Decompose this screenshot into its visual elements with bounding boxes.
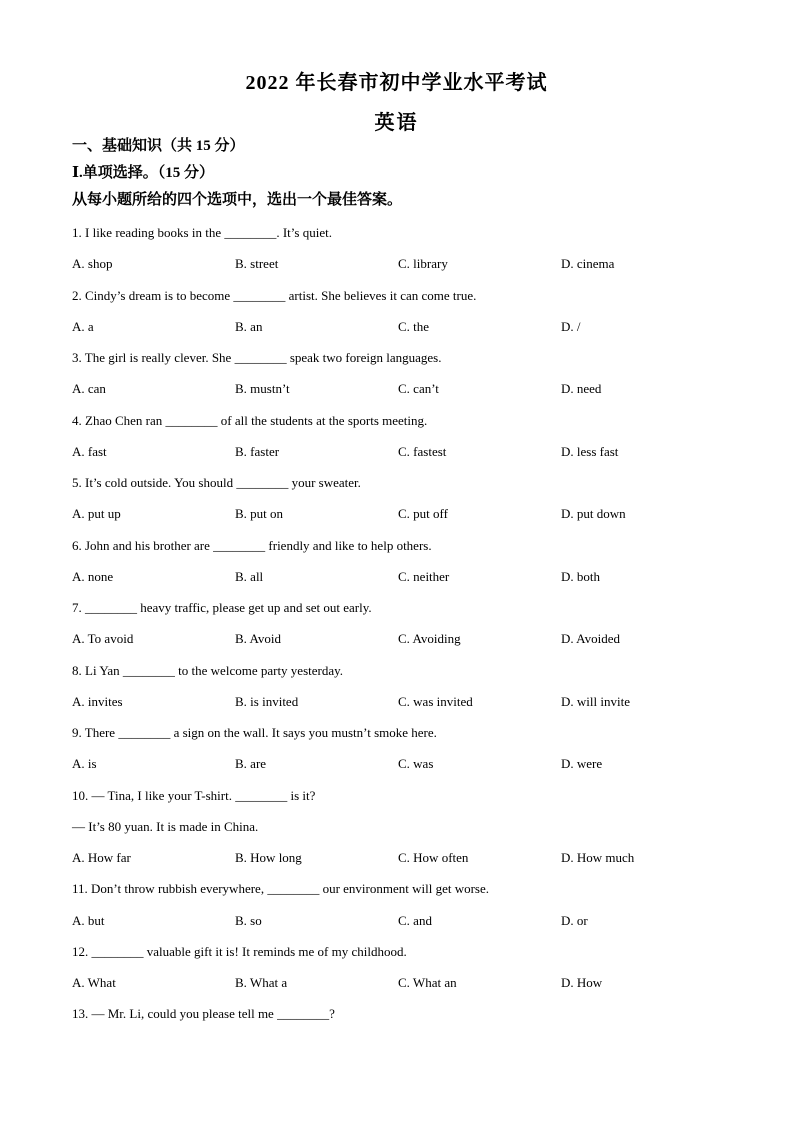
question-list <box>72 217 763 1030</box>
question-5-option-b: B. put on <box>235 506 284 522</box>
exam-title: 2022 年长春市初中学业水平考试 <box>245 72 548 94</box>
question-2-options <box>72 311 763 342</box>
question-9-text: 9. There ________ a sign on the wall. It says you mustn’t smoke here. <box>72 725 437 740</box>
question-8-option-c: C. was invited <box>398 693 473 709</box>
question-10-option-b: B. How long <box>235 850 302 865</box>
question-6-option-d: D. both <box>561 568 600 584</box>
question-8-option-d: D. will invite <box>561 693 630 709</box>
instruction-line: 从每小题所给的四个选项中，选出一个最佳答案。 <box>72 192 403 208</box>
question-4-option-c: C. fastest <box>398 443 447 459</box>
question-11-option-d: D. or <box>561 912 588 928</box>
question-7-options <box>72 623 763 654</box>
exam-subject: 英语 <box>374 112 419 134</box>
question-10-text: 10. — Tina, I like your T-shirt. ________ is it? <box>72 787 316 803</box>
question-2-text: 2. Cindy’s dream is to become ________ artist. She believes it can come true. <box>72 287 477 303</box>
question-9-option-c: C. was <box>398 756 434 772</box>
part-heading: Ⅰ.单项选择。（15 分） <box>72 165 215 181</box>
question-10-option-c: C. How often <box>398 850 469 865</box>
question-6-text: 6. John and his brother are ________ friendly and like to help others. <box>72 537 432 553</box>
question-1-option-b: B. street <box>235 256 279 272</box>
question-11-text: 11. Don’t throw rubbish everywhere, ________ our environment will get worse. <box>72 881 490 897</box>
question-8-option-a: A. invites <box>72 693 123 709</box>
question-13-text: 13. — Mr. Li, could you please tell me ________? <box>72 1006 335 1022</box>
question-3-options <box>72 373 763 404</box>
question-4-option-b: B. faster <box>235 443 280 459</box>
question-1-text: 1. I like reading books in the ________. It’s quiet. <box>72 225 332 240</box>
question-2-option-b: B. an <box>235 318 263 334</box>
question-11-options <box>72 905 763 936</box>
question-7-text: 7. ________ heavy traffic, please get up and set out early. <box>72 600 372 615</box>
question-4-option-a: A. fast <box>72 443 107 459</box>
question-10-options <box>72 842 763 873</box>
question-3-option-b: B. mustn’t <box>235 381 290 397</box>
question-7-option-d: D. Avoided <box>561 631 620 647</box>
question-5-option-d: D. put down <box>561 506 626 522</box>
question-12-option-d: D. How <box>561 975 603 990</box>
question-3-option-a: A. can <box>72 381 106 397</box>
question-2-option-d: D. / <box>561 318 581 334</box>
question-7-option-c: C. Avoiding <box>398 631 461 647</box>
question-2-option-c: C. the <box>398 318 430 334</box>
question-5-text: 5. It’s cold outside. You should ________ your sweater. <box>72 475 361 490</box>
question-12-text: 12. ________ valuable gift it is! It reminds me of my childhood. <box>72 943 407 959</box>
question-1-option-a: A. shop <box>72 256 113 272</box>
question-9-option-a: A. is <box>72 756 97 772</box>
question-10-option-a: A. How far <box>72 850 131 865</box>
question-5-option-a: A. put up <box>72 506 121 522</box>
question-7-option-b: B. Avoid <box>235 631 281 647</box>
question-1-option-d: D. cinema <box>561 256 615 272</box>
question-2-option-a: A. a <box>72 318 94 334</box>
question-9-options <box>72 748 763 779</box>
question-1-option-c: C. library <box>398 256 448 272</box>
question-12-options <box>72 967 763 998</box>
question-11-option-b: B. so <box>235 912 262 928</box>
question-6-options <box>72 561 763 592</box>
question-3-text: 3. The girl is really clever. She ________ speak two foreign languages. <box>72 350 442 365</box>
question-5-options <box>72 498 763 529</box>
exam-body <box>72 133 763 1030</box>
question-9-option-d: D. were <box>561 756 603 772</box>
section-heading: 一、基础知识（共 15 分） <box>72 138 245 154</box>
question-8-text: 8. Li Yan ________ to the welcome party yesterday. <box>72 662 344 678</box>
question-9-option-b: B. are <box>235 756 267 772</box>
question-3-option-d: D. need <box>561 381 602 397</box>
question-12-option-b: B. What a <box>235 975 288 990</box>
question-6-option-a: A. none <box>72 568 114 584</box>
question-10-option-d: D. How much <box>561 850 635 865</box>
question-11-option-c: C. and <box>398 912 432 928</box>
question-4-text: 4. Zhao Chen ran ________ of all the students at the sports meeting. <box>72 412 428 428</box>
question-11-option-a: A. but <box>72 912 105 928</box>
question-7-option-a: A. To avoid <box>72 631 134 647</box>
question-4-option-d: D. less fast <box>561 443 619 459</box>
question-3-option-c: C. can’t <box>398 381 439 397</box>
question-1-options <box>72 248 763 279</box>
question-12-option-c: C. What an <box>398 975 457 990</box>
question-5-option-c: C. put off <box>398 506 448 522</box>
question-4-options <box>72 436 763 467</box>
question-10-reply: — It’s 80 yuan. It is made in China. <box>72 818 259 834</box>
question-8-option-b: B. is invited <box>235 693 299 709</box>
question-6-option-b: B. all <box>235 568 264 584</box>
question-12-option-a: A. What <box>72 975 116 990</box>
question-6-option-c: C. neither <box>398 568 450 584</box>
question-8-options <box>72 686 763 717</box>
